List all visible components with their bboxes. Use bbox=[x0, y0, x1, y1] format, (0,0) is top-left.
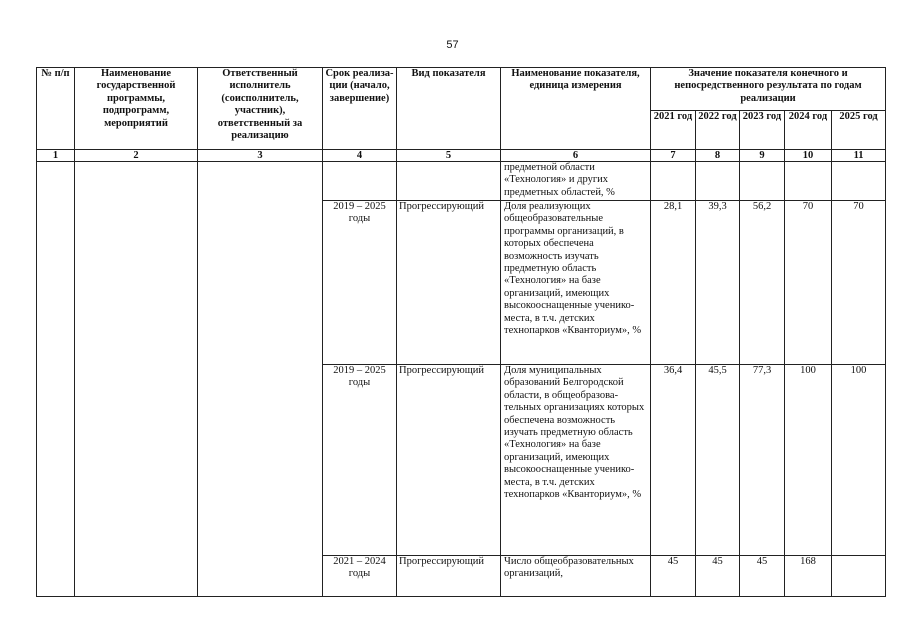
cell-value bbox=[785, 162, 832, 201]
column-number: 11 bbox=[832, 150, 886, 162]
header-year: 2021 год bbox=[651, 111, 696, 150]
cell-value: 45 bbox=[651, 556, 696, 597]
header-program: Наименование государственной программы, подпрограмм, мероприятий bbox=[75, 68, 198, 150]
cell-value: 56,2 bbox=[740, 201, 785, 365]
header-num: № п/п bbox=[37, 68, 75, 150]
column-number: 2 bbox=[75, 150, 198, 162]
column-number: 10 bbox=[785, 150, 832, 162]
cell-value: 100 bbox=[785, 365, 832, 556]
cell-program bbox=[75, 162, 198, 597]
column-number: 3 bbox=[198, 150, 323, 162]
column-number: 6 bbox=[501, 150, 651, 162]
cell-term bbox=[323, 162, 397, 201]
cell-term: 2019 – 2025 годы bbox=[323, 201, 397, 365]
cell-indicator: Доля реализующих общеобразовательные программы организаций, в которых обеспечена возможность изучать предметную область «Технология» на базе организаций, имеющих высокооснащенные ученико-места, в т.ч. детских технопарков «Кванториум», % bbox=[501, 201, 651, 365]
header-indicator: Наименование показателя, единица измерения bbox=[501, 68, 651, 150]
cell-value: 70 bbox=[832, 201, 886, 365]
header-year: 2025 год bbox=[832, 111, 886, 150]
cell-kind bbox=[397, 162, 501, 201]
table-row bbox=[37, 162, 886, 201]
cell-value bbox=[740, 162, 785, 201]
cell-value: 39,3 bbox=[696, 201, 740, 365]
cell-value bbox=[651, 162, 696, 201]
header-year: 2023 год bbox=[740, 111, 785, 150]
column-number: 5 bbox=[397, 150, 501, 162]
header-year: 2022 год bbox=[696, 111, 740, 150]
column-number: 9 bbox=[740, 150, 785, 162]
cell-value: 45,5 bbox=[696, 365, 740, 556]
header-values-group: Значение показателя конечного и непосредственного результата по годам реализации bbox=[651, 68, 886, 111]
cell-value: 45 bbox=[740, 556, 785, 597]
cell-executor bbox=[198, 162, 323, 597]
cell-value: 70 bbox=[785, 201, 832, 365]
cell-num bbox=[37, 162, 75, 597]
cell-value bbox=[696, 162, 740, 201]
page-number: 57 bbox=[446, 39, 459, 51]
header-kind: Вид показателя bbox=[397, 68, 501, 150]
column-number: 8 bbox=[696, 150, 740, 162]
cell-indicator: предметной области «Технология» и других предметных областей, % bbox=[501, 162, 651, 201]
cell-kind: Прогрессирующий bbox=[397, 556, 501, 597]
header-row-1 bbox=[37, 68, 886, 111]
cell-value: 77,3 bbox=[740, 365, 785, 556]
cell-value: 28,1 bbox=[651, 201, 696, 365]
cell-value: 168 bbox=[785, 556, 832, 597]
cell-kind: Прогрессирующий bbox=[397, 365, 501, 556]
column-number: 1 bbox=[37, 150, 75, 162]
indicators-table bbox=[36, 67, 886, 597]
header-term: Срок реализа-ции (начало, завершение) bbox=[323, 68, 397, 150]
header-executor: Ответственный исполнитель (соисполнитель, участник), ответственный за реализацию bbox=[198, 68, 323, 150]
cell-indicator: Доля муниципальных образований Белгородской области, в общеобразова-тельных организациях которых обеспечена возможность изучать предметную область «Технология» на базе организаций, имеющих высокооснащенные ученико-места, в т.ч. детских технопарков «Кванториум», % bbox=[501, 365, 651, 556]
cell-value: 36,4 bbox=[651, 365, 696, 556]
cell-term: 2021 – 2024 годы bbox=[323, 556, 397, 597]
column-number-row bbox=[37, 150, 886, 162]
cell-value bbox=[832, 556, 886, 597]
cell-value bbox=[832, 162, 886, 201]
cell-value: 45 bbox=[696, 556, 740, 597]
cell-kind: Прогрессирующий bbox=[397, 201, 501, 365]
cell-value: 100 bbox=[832, 365, 886, 556]
cell-term: 2019 – 2025 годы bbox=[323, 365, 397, 556]
column-number: 7 bbox=[651, 150, 696, 162]
header-year: 2024 год bbox=[785, 111, 832, 150]
cell-indicator: Число общеобразовательных организаций, bbox=[501, 556, 651, 597]
column-number: 4 bbox=[323, 150, 397, 162]
